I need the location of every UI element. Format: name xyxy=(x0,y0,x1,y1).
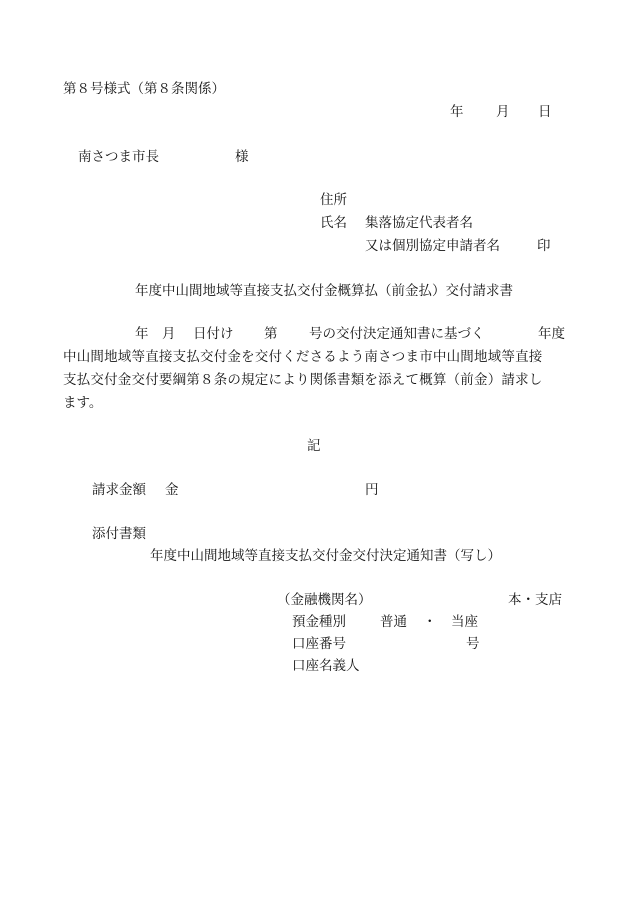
ki-marker: 記 xyxy=(307,438,321,454)
deposit-separator: ・ xyxy=(423,614,437,630)
body-line-2: 中山間地域等直接支払交付金を交付くださるよう南さつま市中山間地域等直接 xyxy=(63,349,543,365)
account-number-label: 口座番号 xyxy=(292,636,346,652)
body-day-given: 日付け xyxy=(193,326,234,342)
attachments-label: 添付書類 xyxy=(92,526,146,542)
name-label: 氏名 xyxy=(320,215,347,231)
account-number-go: 号 xyxy=(466,636,480,652)
deposit-toza: 当座 xyxy=(451,614,478,630)
date-day: 日 xyxy=(538,104,552,120)
body-no-suffix: 号の交付決定通知書に基づく xyxy=(309,326,485,342)
deposit-futsu: 普通 xyxy=(380,614,407,630)
date-year: 年 xyxy=(450,104,464,120)
body-year: 年 xyxy=(135,326,149,342)
addressee-honorific: 様 xyxy=(235,149,249,165)
body-line-3: 支払交付金交付要綱第８条の規定により関係書類を添えて概算（前金）請求し xyxy=(63,372,543,388)
addressee-name: 南さつま市長 xyxy=(78,149,159,165)
document-title: 年度中山間地域等直接支払交付金概算払（前金払）交付請求書 xyxy=(135,283,513,299)
body-month: 月 xyxy=(162,326,176,342)
individual-applicant-label: 又は個別協定申請者名 xyxy=(365,238,500,254)
body-line-4: ます。 xyxy=(63,395,103,411)
address-label: 住所 xyxy=(320,192,347,208)
bank-branch-label: 本・支店 xyxy=(508,592,562,608)
claim-yen: 円 xyxy=(365,482,379,498)
claim-kin: 金 xyxy=(165,482,179,498)
attachments-item: 年度中山間地域等直接支払交付金交付決定通知書（写し） xyxy=(150,548,501,564)
seal-mark: 印 xyxy=(537,238,551,254)
account-holder-label: 口座名義人 xyxy=(292,658,360,674)
bank-name-label: （金融機関名） xyxy=(277,592,372,608)
deposit-type-label: 預金種別 xyxy=(292,614,346,630)
form-number: 第８号様式（第８条関係） xyxy=(63,81,225,97)
body-fiscal-year: 年度 xyxy=(538,326,565,342)
date-month: 月 xyxy=(496,104,510,120)
representative-label: 集落協定代表者名 xyxy=(365,215,473,231)
claim-label: 請求金額 xyxy=(92,482,146,498)
body-no-prefix: 第 xyxy=(264,326,278,342)
